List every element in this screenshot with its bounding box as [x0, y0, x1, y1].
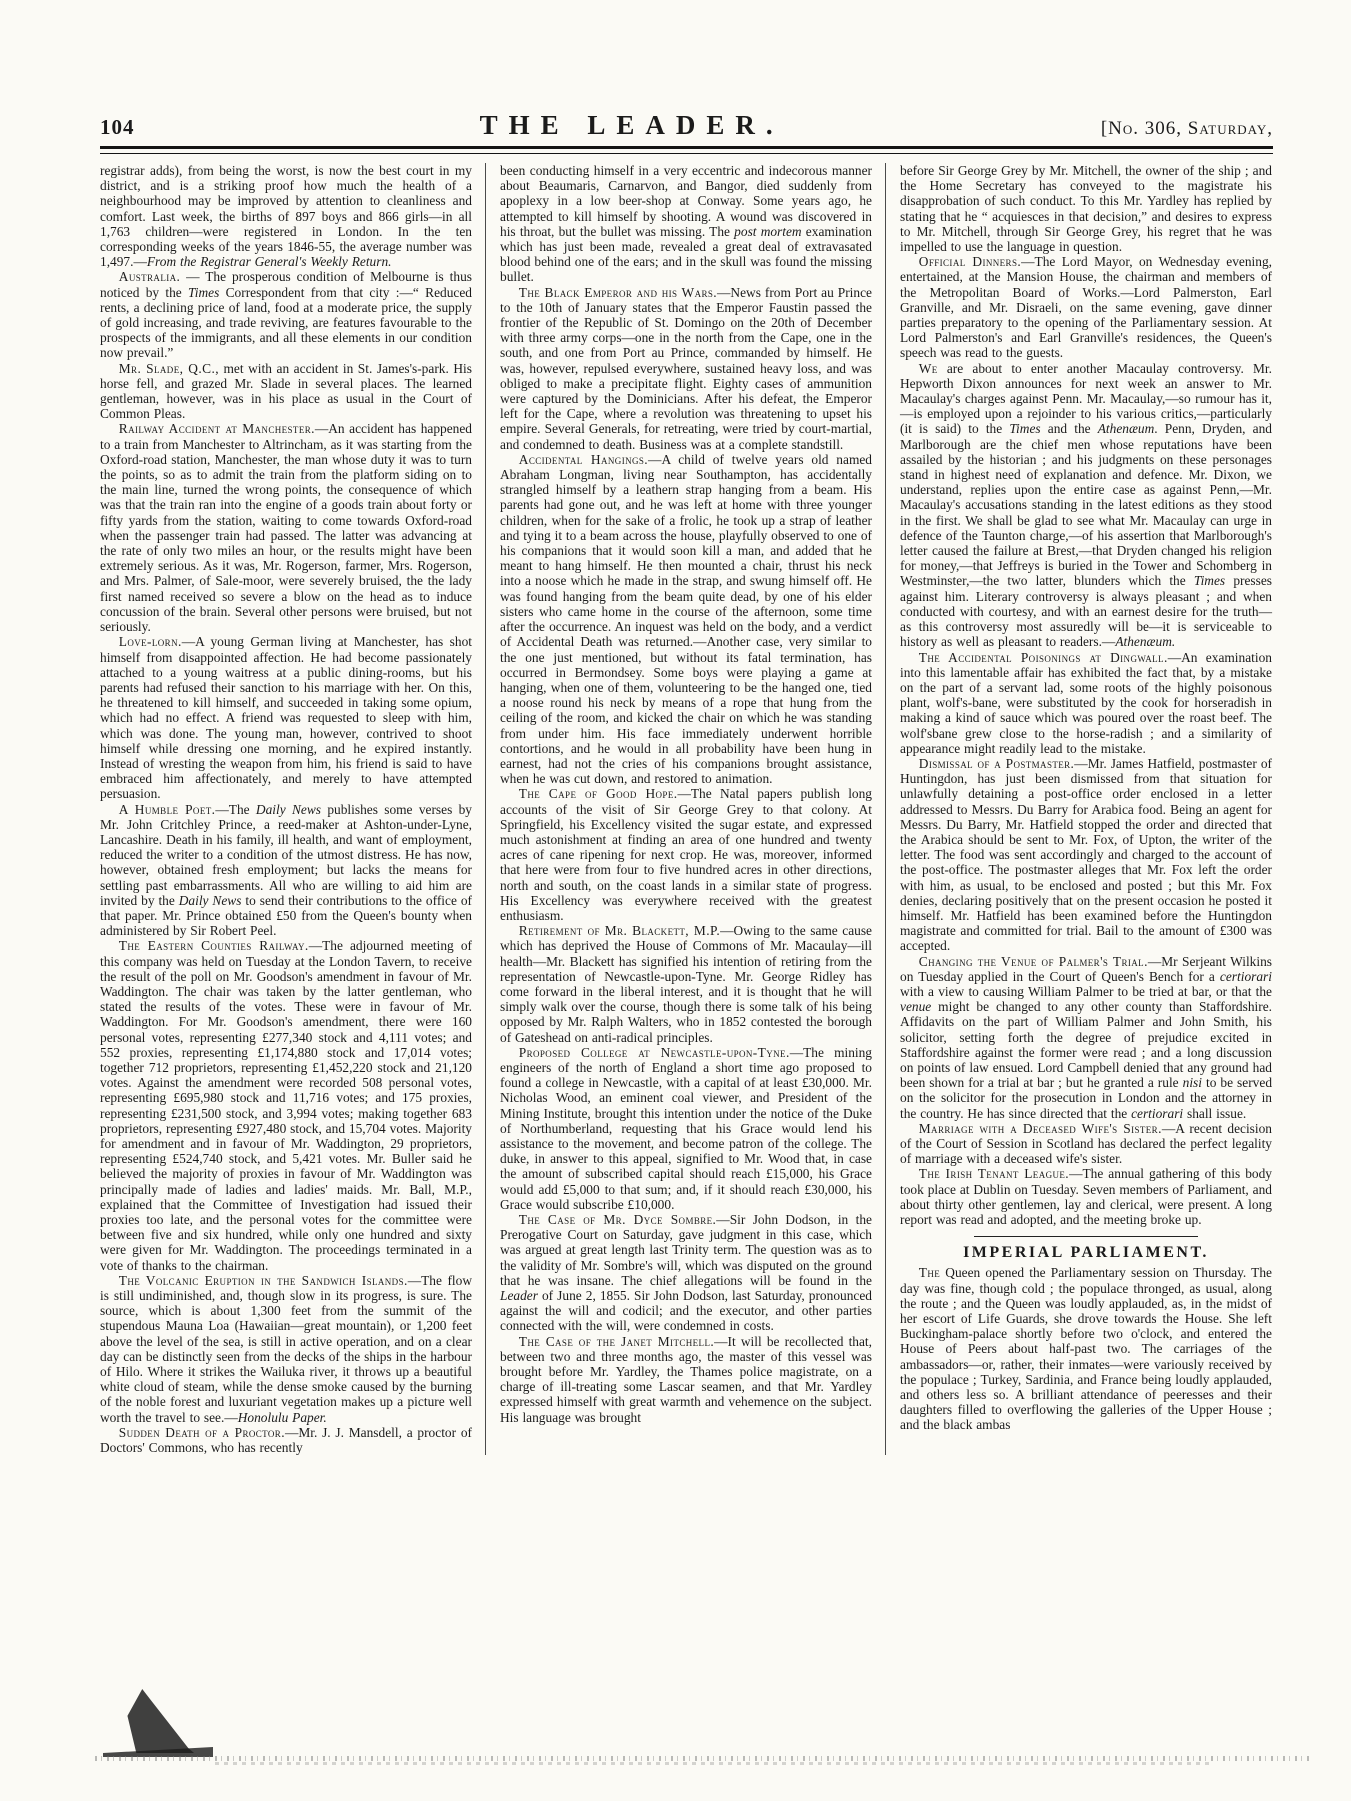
article-paragraph: The Cape of Good Hope.—The Natal papers publish long accounts of the visit of Sir George Grey to that colony. At Springfield, his Excellency visited the sugar estate, and expressed much astonishment at finding an area of one hundred and twenty acres of cane ripening for next crop. He was, moreover, informed that here were from four to five hundred acres in other directions, north and south, on the coast lands in a similar state of progress. His Excellency was everywhere received with the greatest enthusiasm. [500, 786, 872, 923]
article-lead: Mr. Slade, Q.C., [118, 360, 219, 376]
article-paragraph: Retirement of Mr. Blackett, M.P.—Owing to the same cause which has deprived the House of Commons of Mr. Macaulay—ill health—Mr. Blackett has signified his intention of retiring from the representation of Newcastle-upon-Tyne. Mr. George Ridley has come forward in the liberal interest, and it is thought that he will simply walk over the course, though there is some talk of his being opposed by Mr. Ralph Walters, who in 1852 contested the borough of Gateshead on anti-radical principles. [500, 923, 872, 1045]
article-lead: Proposed College at Newcastle-upon-Tyne. [518, 1044, 790, 1060]
article-paragraph: The Queen opened the Parliamentary session on Thursday. The day was fine, though cold ; the populace thronged, as usual, along the route ; and the Queen was loudly applauded, as, in the midst of her escort of Life Guards, she drove towards the House. She left Buckingham-palace shortly before two o'clock, and entered the House of Peers about half-past two. The carriages of the ambassadors—or, rather, their inmates—were variously received by the populace ; Turkey, Sardinia, and France being loudly applauded, and others less so. A brilliant attendance of peeresses and their daughters filled to overflowing the galleries of the Upper House ; and the black ambas [900, 1265, 1272, 1433]
page-header [100, 110, 1273, 141]
article-lead: Accidental Hangings. [518, 451, 649, 467]
article-lead: Love-lorn. [118, 634, 182, 650]
article-lead: Marriage with a Deceased Wife's Sister. [918, 1120, 1162, 1136]
article-lead: The Case of Mr. Dyce Sombre. [518, 1212, 717, 1228]
article-paragraph: The Case of Mr. Dyce Sombre.—Sir John Dodson, in the Prerogative Court on Saturday, gave judgment in this case, which was argued at great length last Trinity term. The question was as to the validity of Mr. Sombre's will, which was disputed on the ground that he was insane. The chief allegations will be found in the Leader of June 2, 1855. Sir John Dodson, last Saturday, pronounced against the will and codicil; and the executor, and other parties connected with the will, were condemned in costs. [500, 1212, 872, 1334]
masthead-rule [100, 146, 1273, 154]
article-lead: Dismissal of a Postmaster. [918, 755, 1075, 771]
page-number: 104 [100, 115, 135, 139]
column [100, 163, 472, 1455]
article-paragraph: The Black Emperor and his Wars.—News from Port au Prince to the 10th of January states that the Emperor Faustin passed the frontier of the Republic of St. Domingo on the 20th of December with three army corps—one in the north from the Cape, one in the south, and one from Port au Prince, commanded by himself. He was, however, repulsed everywhere, sustained heavy loss, and was obliged to make a precipitate flight. Eighty cases of ammunition were captured by the Dominicians. After his defeat, the Emperor left for the Cape, where a revolution was threatening to upset his empire. Several Generals, for retreating, were tried by court-martial, and condemned to death. Business was at a complete standstill. [500, 284, 872, 452]
article-paragraph: Marriage with a Deceased Wife's Sister.—A recent decision of the Court of Session in Scotland has declared the perfect legality of marriage with a deceased wife's sister. [900, 1120, 1272, 1167]
newspaper-title: THE LEADER. [479, 110, 784, 140]
article-lead: The Eastern Counties Railway. [118, 938, 309, 954]
section-heading-text: IMPERIAL PARLIAMENT. [963, 1244, 1209, 1262]
article-lead: The [918, 1265, 941, 1281]
column [485, 163, 872, 1455]
section-heading [900, 1236, 1272, 1262]
article-lead: The Black Emperor and his Wars. [518, 284, 718, 300]
article-paragraph: been conducting himself in a very eccentric and indecorous manner about Beaumaris, Carnarvon, and Bangor, died suddenly from apoplexy in a low beer-shop at Conway. Some years ago, he attempted to kill himself by shooting. A wound was discovered in his throat, but the bullet was missing. The post mortem examination which has just been made, revealed a great deal of extravasated blood behind one of the ears; and in the skull was found the missing bullet. [500, 163, 872, 285]
article-lead: The Cape of Good Hope. [518, 786, 678, 802]
column [885, 163, 1272, 1455]
article-lead: The Case of the Janet Mitchell. [518, 1333, 715, 1349]
scan-smudge-artifact [95, 1677, 1310, 1767]
article-paragraph: Official Dinners.—The Lord Mayor, on Wednesday evening, entertained, at the Mansion House, the chairman and members of the Metropolitan Board of Works.—Lord Palmerston, Earl Granville, and Mr. Disraeli, on the same evening, gave dinner parties preparatory to the opening of the Parliamentary session. At Lord Palmerston's and Earl Granville's residences, the Queen's speech was read to the guests. [900, 254, 1273, 361]
article-lead: Railway Accident at Manchester. [118, 421, 315, 437]
article-lead: A Humble Poet. [118, 801, 216, 817]
article-paragraph: The Eastern Counties Railway.—The adjourned meeting of this company was held on Tuesday at the London Tavern, to receive the result of the poll on Mr. Goodson's amendment in favour of Mr. Waddington. The chair was taken by the latter gentleman, who stated the results of the votes. These were in favour of Mr. Waddington. For Mr. Goodson's amendment, there were 160 personal votes, representing £277,340 stock and 4,111 votes; and 552 proxies, representing £1,174,880 stock and 17,014 votes; together 712 proprietors, representing £1,452,220 stock and 21,120 votes. Against the amendment were recorded 508 personal votes, representing £695,980 stock and 11,716 votes; and 175 proxies, representing £231,500 stock, and 3,994 votes; making together 683 proprietors, representing £927,480 stock, and 15,704 votes. Majority for amendment and in favour of Mr. Waddington, 29 proprietors, representing £524,740 stock, and 5,421 votes. Mr. Buller said he believed the majority of proxies in favour of Mr. Waddington was principally made of ladies and ladies' maids. Mr. Ball, M.P., explained that the Committee of Investigation had issued their proxies too late, and the personal votes for the committee were between five and six hundred, while only one hundred and sixty were given for Mr. Waddington. The proceedings terminated in a vote of thanks to the chairman. [100, 938, 472, 1273]
article-paragraph: Mr. Slade, Q.C., met with an accident in St. James's-park. His horse fell, and grazed Mr. Slade in several places. The learned gentleman, however, was in his place as usual in the Court of Common Pleas. [100, 360, 472, 422]
article-paragraph: Proposed College at Newcastle-upon-Tyne.—The mining engineers of the north of England a short time ago proposed to found a college in Newcastle, with a capital of at least £30,000. Mr. Nicholas Wood, an eminent coal viewer, and President of the Mining Institute, brought this intention under the notice of the Duke of Northumberland, requesting that his Grace would lend his assistance to the movement, and become patron of the college. The duke, in answer to this appeal, signified to Mr. Wood that, in case the amount of subscribed capital should reach £15,000, his Grace would add £5,000 to that sum; and, if it should reach £30,000, his Grace would subscribe £10,000. [500, 1044, 873, 1212]
article-paragraph: We are about to enter another Macaulay controversy. Mr. Hepworth Dixon announces for next week an answer to Mr. Macaulay's charges against Penn. Mr. Macaulay,—so rumour has it,—is employed upon a rejoinder to his various critics,—particularly (it is said) to the Times and the Athenæum. Penn, Dryden, and Marlborough are the chief men whose reputations have been assailed by the historian ; and his judgments on these personages stand in highest need of explanation and defence. Mr. Dixon, we understand, replies upon the entire case as against Penn,—Mr. Macaulay's accusations standing in the latest editions as they stood in the first. We shall be glad to see what Mr. Macaulay can urge in defence of the Taunton charge,—of his assertion that Marlborough's letter caused the failure at Brest,—that Dryden changed his religion for money,—that Jeffreys is buried in the Tower and Schomberg in Westminster,—the two latter, blunders which the Times presses against him. Literary controversy is always pleasant ; and when conducted with courtesy, and with an earnest desire for the truth—as this controversy most assuredly will be—it is serviceable to history as well as pleasant to readers.—Athenæum. [900, 360, 1272, 650]
article-paragraph: The Volcanic Eruption in the Sandwich Islands.—The flow is still undiminished, and, though slow in its progress, is sure. The source, which is about 1,300 feet from the summit of the stupendous Mauna Loa (Hawaiian—great mountain), or 1,200 feet above the level of the sea, is still in active operation, and on a clear day can be distinctly seen from the decks of the ships in the harbour of Hilo. Where it strikes the Wailuka river, it throws up a beautiful white cloud of steam, while the dense smoke caused by the burning of the noble forest and luxuriant vegetation makes up a picture well worth the travel to see.—Honolulu Paper. [100, 1272, 472, 1425]
article-paragraph: Dismissal of a Postmaster.—Mr. James Hatfield, postmaster of Huntingdon, has just been dismissed from that situation for unlawfully detaining a post-office order enclosed in a letter addressed to Messrs. Du Barry for Arabica food. Being an agent for Messrs. Du Barry, Mr. Hatfield stopped the order and directed that the Arabica should be sent to Mr. Fox, of Upton, the writer of the letter. The food was sent accordingly and charged to the account of the post-office. The postmaster alleges that Mr. Fox left the order with him, as usual, to be enclosed and posted ; but this Mr. Fox denies, declaring positively that on the present occasion he posted it himself. Mr. Hatfield has been examined before the Huntingdon magistrate and committed for trial. Bail to the amount of £300 was accepted. [900, 755, 1272, 954]
article-paragraph: Love-lorn.—A young German living at Manchester, has shot himself from disappointed affection. He had become passionately attached to a young waitress at a public dining-rooms, but his parents had refused their sanction to his marriage with her. On this, he threatened to kill himself, and succeeded in taking some opium, which had no effect. A friend was requested to sleep with him, which was done. The young man, however, contrived to shoot himself while dressing one morning, and he expired instantly. Instead of wresting the weapon from him, his friend is said to have embraced him affectionately, and merely to have attempted persuasion. [100, 634, 472, 802]
article-paragraph: The Case of the Janet Mitchell.—It will be recollected that, between two and three months ago, the master of this vessel was brought before Mr. Yardley, the Thames police magistrate, on a charge of ill-treating some Lascar seamen, and that Mr. Yardley expressed himself with great warmth and vehemence on the subject. His language was brought [500, 1333, 872, 1425]
article-paragraph: Changing the Venue of Palmer's Trial.—Mr Serjeant Wilkins on Tuesday applied in the Court of Queen's Bench for a certiorari with a view to causing William Palmer to be tried at bar, or that the venue might be changed to any other county than Staffordshire. Affidavits on the part of William Palmer and John Smith, his solicitor, setting forth the degree of prejudice excited in Staffordshire against the former were read ; and a long discussion on points of law ensued. Lord Campbell denied that any ground had been shown for a trial at bar ; but he granted a rule nisi to be served on the solicitor for the prosecution in London and the attorney in the country. He has since directed that the certiorari shall issue. [900, 953, 1273, 1121]
article-paragraph: registrar adds), from being the worst, is now the best court in my district, and is a striking proof how much the health of a neighbourhood may be improved by attention to cleanliness and comfort. Last week, the births of 897 boys and 866 girls—in all 1,763 children—were registered in London. In the ten corresponding weeks of the years 1846-55, the average number was 1,497.—From the Registrar General's Weekly Return. [100, 163, 472, 270]
article-lead: The Irish Tenant League. [918, 1166, 1070, 1182]
columns-container [100, 163, 1273, 1455]
scan-noise-streak [95, 1756, 1310, 1761]
article-paragraph: The Accidental Poisonings at Dingwall.—An examination into this lamentable affair has exhibited the fact that, by a mistake on the part of a servant lad, some roots of the highly poisonous plant, wolf's-bane, were substituted by the cook for horseradish in making a kind of sauce which was poured over the roast beef. The wolf'sbane grew close to the horse-radish ; and a similarity of appearance might readily lead to the mistake. [900, 649, 1272, 756]
scan-noise-streak [215, 1762, 1211, 1765]
smudge-shape [123, 1689, 197, 1753]
article-paragraph: The Irish Tenant League.—The annual gathering of this body took place at Dublin on Tuesday. Seven members of Parliament, and about thirty other gentlemen, lay and clerical, were present. A long report was read and adopted, and the meeting broke up. [900, 1166, 1272, 1228]
article-paragraph: Railway Accident at Manchester.—An accident has happened to a train from Manchester to Altrincham, as it was starting from the Oxford-road station, Manchester, the man whose duty it was to turn the points, so as to admit the train from the platform siding on to the main line, turned the wrong points, the consequence of which was that the train ran into the engine of a goods train about forty or fifty yards from the station, waiting to come towards Oxford-road when the passenger train had passed. The latter was advancing at the rate of only two miles an hour, or the results might have been extremely serious. As it was, Mr. Rogerson, farmer, Mrs. Rogerson, and Mrs. Palmer, of Sale-moor, were severely bruised, the the lady first named received so severe a blow on the head as to induce concussion of the brain. Several other persons were bruised, but not seriously. [100, 421, 472, 635]
article-paragraph: before Sir George Grey by Mr. Mitchell, the owner of the ship ; and the Home Secretary has conveyed to the magistrate his disapprobation of such conduct. To this Mr. Yardley has replied by stating that he “ acquiesces in that decision,” and desires to express to Mr. Mitchell, through Sir George Grey, his regret that he was impelled to use the language in question. [900, 163, 1272, 255]
article-paragraph: A Humble Poet.—The Daily News publishes some verses by Mr. John Critchley Prince, a reed-maker at Ashton-under-Lyne, Lancashire. Death in his family, ill health, and want of employment, reduced the writer to a condition of the utmost distress. He has now, however, obtained fresh employment; but lacks the means for settling past embarrassments. All who are willing to aid him are invited by the Daily News to send their contributions to the office of that paper. Mr. Prince obtained £50 from the Queen's bounty when administered by Sir Robert Peel. [100, 801, 472, 939]
article-lead: Retirement of Mr. Blackett, M.P. [518, 923, 721, 939]
article-paragraph: Sudden Death of a Proctor.—Mr. J. J. Mansdell, a proctor of Doctors' Commons, who has recently [100, 1424, 472, 1456]
article-paragraph: Australia. — The prosperous condition of Melbourne is thus noticed by the Times Correspondent from that city :—“ Reduced rents, a declining price of land, food at a moderate price, the supply of gold increasing, and trade reviving, are features favourable to the prospects of the immigrants, and all these elements in our condition now prevail.” [100, 269, 472, 361]
issue-info: [No. 306, Saturday, [1100, 118, 1273, 139]
heading-rule [974, 1236, 1197, 1237]
article-lead: We [918, 360, 938, 376]
article-lead: Australia. [118, 269, 181, 285]
smudge-base [103, 1747, 213, 1757]
article-lead: Changing the Venue of Palmer's Trial. [918, 953, 1148, 969]
article-lead: The Volcanic Eruption in the Sandwich Islands. [118, 1272, 408, 1288]
article-lead: Sudden Death of a Proctor. [118, 1424, 285, 1440]
article-paragraph: Accidental Hangings.—A child of twelve years old named Abraham Longman, living near Southampton, has accidentally strangled himself by a leathern strap hanging from a beam. His parents had gone out, and he was left at home with three younger children, when for the sake of a frolic, he took up a strap of leather and tying it to a beam across the house, playfully observed to one of his companions that it would soon kill a man, and added that he meant to hang himself. He then mounted a chair, thrust his neck into a noose which he made in the strap, and swung himself off. He was found hanging from the beam quite dead, by one of his elder sisters who came home in the course of the afternoon, some time after the occurrence. An inquest was held on the body, and a verdict of Accidental Death was returned.—Another case, very similar to the one just mentioned, but without its fatal termination, has occurred in Bermondsey. Some boys were playing a game at hanging, when one of them, volunteering to be the hanged one, tied a noose round his neck by means of a rope that hung from the ceiling of the room, and kicked the chair on which he was standing from under him. His face immediately underwent horrible contortions, and he would in all probability have been hung in earnest, had not the cries of his companions brought assistance, when he was cut down, and restored to animation. [500, 451, 872, 787]
article-lead: Official Dinners. [918, 254, 1022, 270]
article-lead: The Accidental Poisonings at Dingwall. [918, 649, 1168, 665]
